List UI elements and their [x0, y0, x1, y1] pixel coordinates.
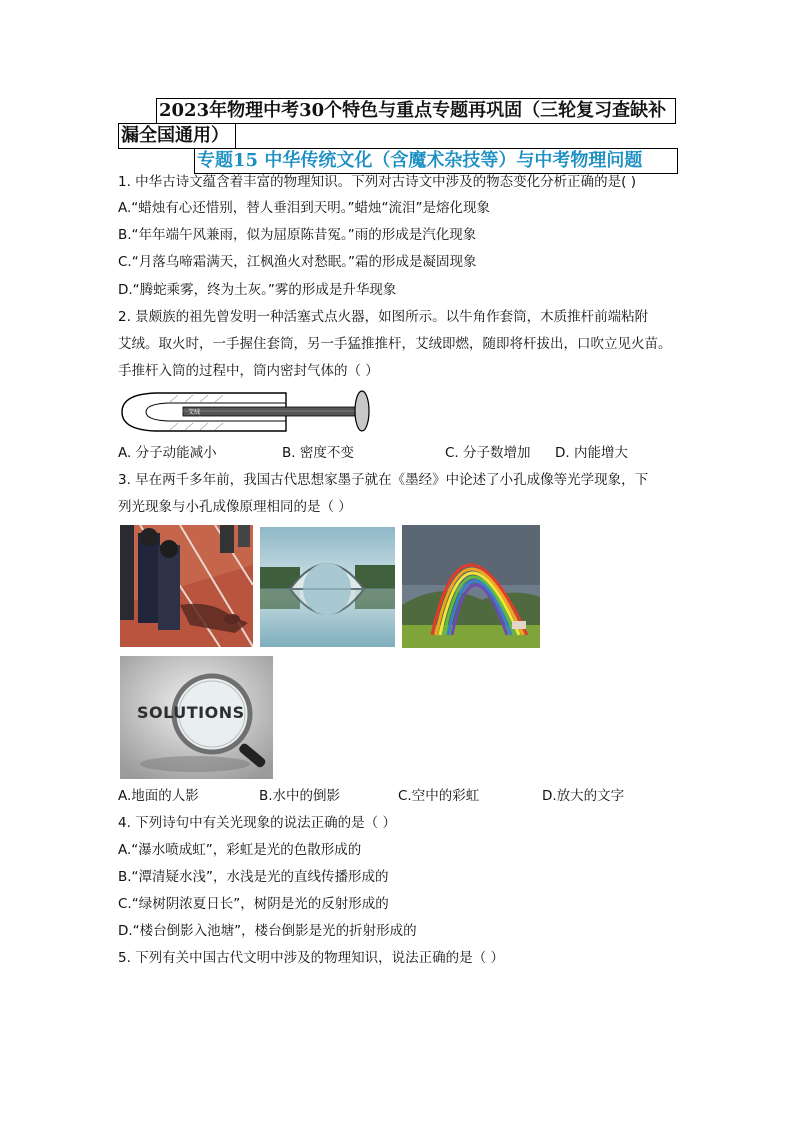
q2-stem-line1: 2. 景颇族的祖先曾发明一种活塞式点火器，如图所示。以牛角作套筒，木质推杆前端粘附 [118, 309, 649, 325]
q1-option-c: C.“月落乌啼霜满天，江枫渔火对愁眠。”霜的形成是凝固现象 [118, 254, 477, 270]
q2-option-b: B. 密度不变 [282, 445, 354, 461]
q4-option-b: B.“潭清疑水浅”，水浅是光的直线传播形成的 [118, 869, 389, 885]
q3-option-b: B.水中的倒影 [259, 788, 341, 804]
q1-option-a: A.“蜡烛有心还惜别，替人垂泪到天明。”蜡烛“流泪”是熔化现象 [118, 200, 491, 216]
q3-stem-line1: 3. 早在两千多年前，我国古代思想家墨子就在《墨经》中论述了小孔成像等光学现象，下 [118, 472, 649, 488]
image-magnified-text [120, 656, 273, 779]
document-title-line2: 漏全国通用） [118, 123, 236, 149]
q3-option-c: C.空中的彩虹 [398, 788, 480, 804]
q1-option-b: B.“年年端午风兼雨，似为屈原陈昔冤。”雨的形成是汽化现象 [118, 227, 477, 243]
q5-stem: 5. 下列有关中国古代文明中涉及的物理知识，说法正确的是（ ） [118, 950, 504, 966]
q4-option-a: A.“瀑水喷成虹”，彩虹是光的色散形成的 [118, 842, 362, 858]
figure-label-ai-rong: 艾绒 [188, 409, 201, 416]
solutions-text: SOLUTIONS [137, 703, 245, 722]
fire-piston-figure [118, 388, 378, 438]
q4-option-d: D.“楼台倒影入池塘”，楼台倒影是光的折射形成的 [118, 923, 417, 939]
q3-option-a: A.地面的人影 [118, 788, 199, 804]
q2-stem-line3: 手推杆入筒的过程中，筒内密封气体的（ ） [118, 363, 379, 379]
document-title-line1: 2023年物理中考30个特色与重点专题再巩固（三轮复习查缺补 [156, 98, 676, 124]
q3-option-d: D.放大的文字 [542, 788, 625, 804]
q2-option-a: A. 分子动能减小 [118, 445, 217, 461]
q2-stem-line2: 艾绒。取火时，一手握住套筒，另一手猛推推杆，艾绒即燃，随即将杆拔出，口吹立见火苗。 [118, 336, 672, 352]
q1-option-d: D.“腾蛇乘雾，终为土灰。”雾的形成是升华现象 [118, 282, 397, 298]
q2-option-c: C. 分子数增加 [445, 445, 531, 461]
image-water-reflection [260, 527, 395, 647]
q1-stem: 1. 中华古诗文蕴含着丰富的物理知识。下列对古诗文中涉及的物态变化分析正确的是( ) [118, 174, 636, 190]
q2-option-d: D. 内能增大 [555, 445, 628, 461]
q4-stem: 4. 下列诗句中有关光现象的说法正确的是（ ） [118, 815, 396, 831]
image-ground-shadow [120, 525, 253, 647]
document-subtitle: 专题15 中华传统文化（含魔术杂技等）与中考物理问题 [194, 148, 678, 174]
q4-option-c: C.“绿树阴浓夏日长”，树阴是光的反射形成的 [118, 896, 389, 912]
image-rainbow [402, 525, 540, 648]
q3-stem-line2: 列光现象与小孔成像原理相同的是（ ） [118, 499, 352, 515]
